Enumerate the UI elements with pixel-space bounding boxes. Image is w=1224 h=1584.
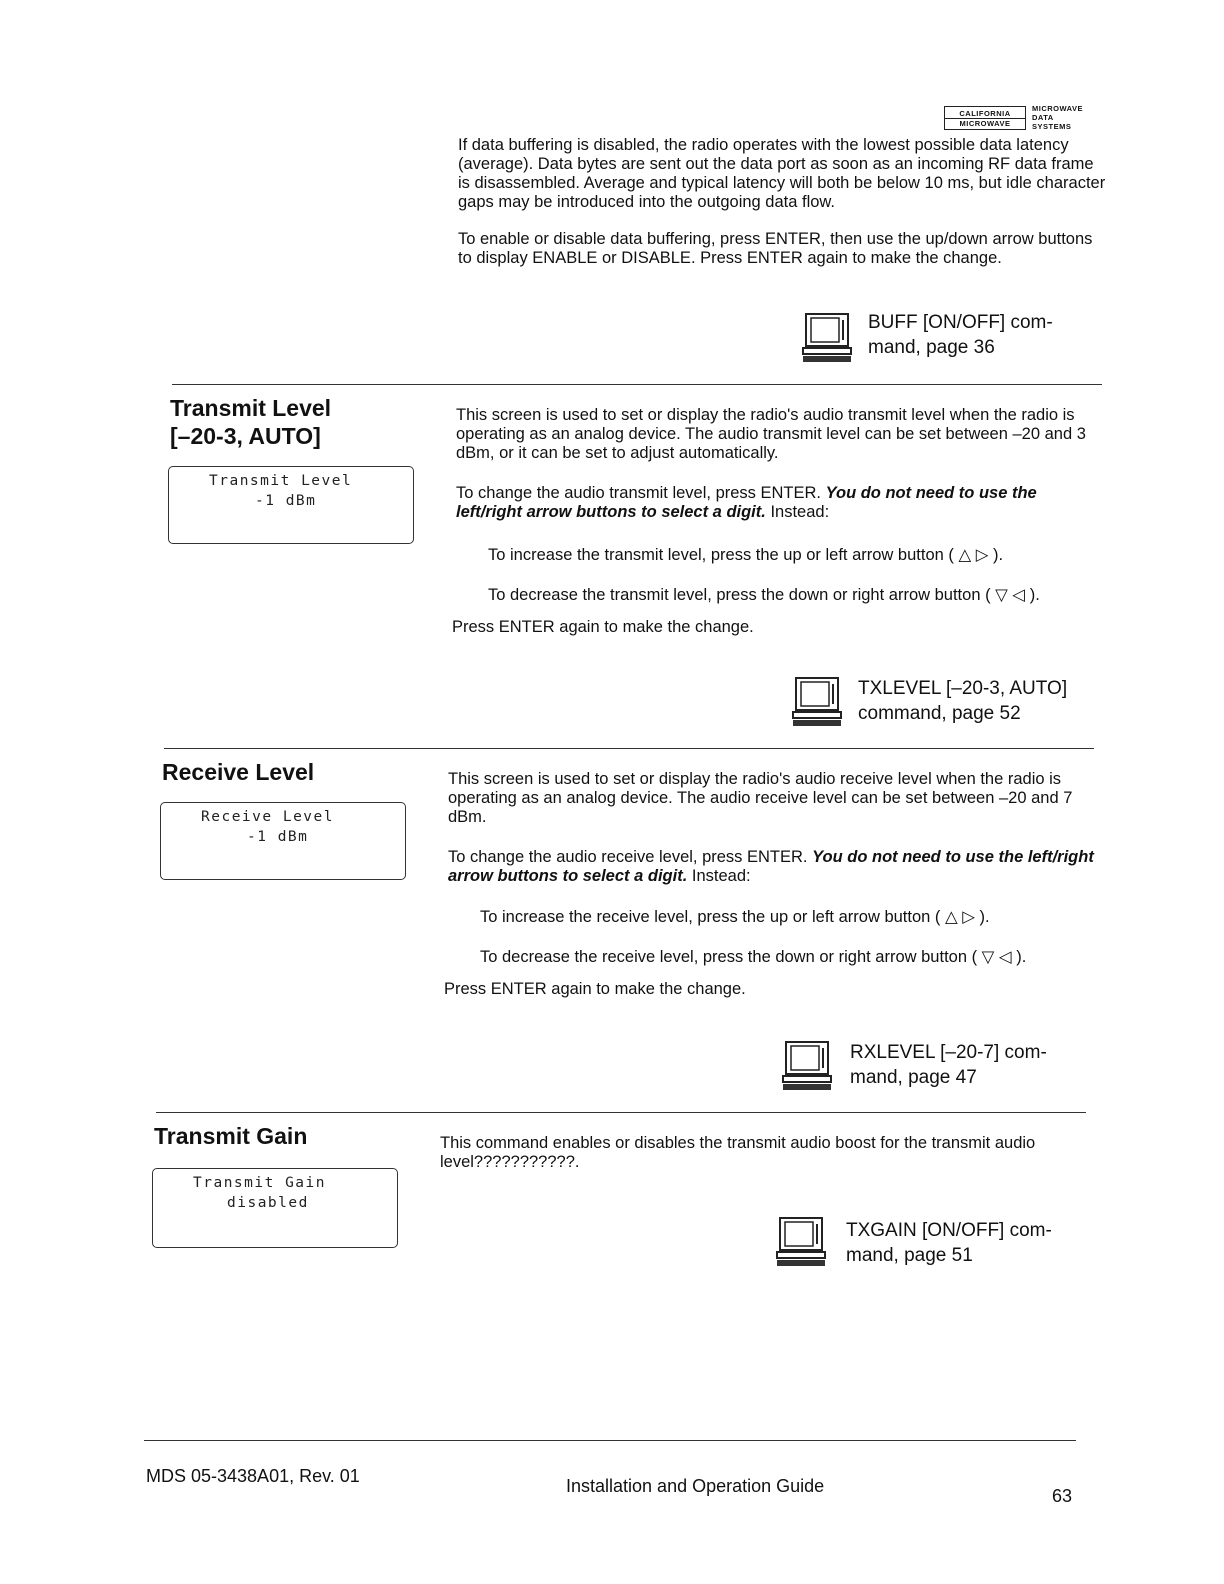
logo-box — [944, 106, 1026, 130]
transmit-level-increase-instruction: To increase the transmit level, press the up or left arrow button ( △ ▷ ). — [488, 546, 1004, 564]
receive-level-increase-instruction: To increase the receive level, press the up or left arrow button ( △ ▷ ). — [480, 908, 990, 926]
rxlevel-command-reference — [850, 1040, 1047, 1090]
receive-level-decrease-instruction: To decrease the receive level, press the down or right arrow button ( ▽ ◁ ). — [480, 948, 1027, 966]
footer-doc-number: MDS 05-3438A01, Rev. 01 — [146, 1466, 360, 1486]
logo-box-line1: CALIFORNIA — [945, 109, 1025, 119]
transmit-level-heading-line1: Transmit Level — [170, 395, 332, 421]
logo-side — [1032, 104, 1083, 131]
receive-level-paragraph-1: This screen is used to set or display the radio's audio receive level when the radio is operating as an analog device. The audio receive level can be set between –20 and 7 dBm. — [448, 770, 1073, 826]
receive-level-paragraph-2-text: To change the audio receive level, press ENTER. — [448, 848, 813, 866]
transmit-level-lcd-line1: Transmit Level — [209, 473, 353, 489]
intro-paragraph-2: To enable or disable data buffering, press ENTER, then use the up/down arrow buttons to display ENABLE or DISABLE. Press ENTER again to make the change. — [458, 230, 1093, 267]
transmit-level-decrease-instruction: To decrease the transmit level, press the down or right arrow button ( ▽ ◁ ). — [488, 586, 1040, 604]
computer-icon — [776, 1216, 826, 1268]
receive-level-lcd-line2: -1 dBm — [247, 829, 309, 845]
receive-level-paragraph-2 — [448, 848, 1094, 886]
transmit-gain-heading: Transmit Gain — [154, 1123, 308, 1149]
computer-icon — [782, 1040, 832, 1092]
receive-level-lcd — [160, 802, 406, 880]
transmit-gain-lcd-line1: Transmit Gain — [193, 1175, 326, 1191]
logo-side-line3: SYSTEMS — [1032, 122, 1072, 131]
computer-icon — [792, 676, 842, 728]
logo-side-line2: DATA — [1032, 113, 1054, 122]
section-divider — [172, 384, 1102, 385]
transmit-gain-lcd-line2: disabled — [227, 1195, 309, 1211]
rxlevel-command-line1: RXLEVEL [–20-7] com- — [850, 1042, 1047, 1063]
txlevel-command-line1: TXLEVEL [–20-3, AUTO] — [858, 678, 1068, 699]
receive-level-paragraph-2-emphasis: You do not need to use the left/right arrow buttons to select a digit. — [448, 848, 1094, 885]
transmit-level-lcd-line2: -1 dBm — [255, 493, 317, 509]
section-divider — [156, 1112, 1086, 1113]
transmit-level-paragraph-2-text: To change the audio transmit level, press ENTER. — [456, 484, 826, 502]
receive-level-paragraph-2-tail: Instead: — [687, 867, 751, 885]
txlevel-command-line2: command, page 52 — [858, 703, 1021, 724]
transmit-level-paragraph-2-tail: Instead: — [765, 503, 830, 521]
rxlevel-command-line2: mand, page 47 — [850, 1067, 977, 1088]
intro-paragraph-1: If data buffering is disabled, the radio operates with the lowest possible data latency (average). Data bytes are sent out the data port as soon as an incoming RF data frame is disassembled. Average and typical latency will both be below 10 ms, but idle character gaps may be introduced into the outgoing data flow. — [458, 136, 1106, 211]
footer-guide-title: Installation and Operation Guide — [566, 1476, 825, 1496]
transmit-level-press-enter: Press ENTER again to make the change. — [452, 618, 754, 636]
transmit-level-paragraph-1: This screen is used to set or display the radio's audio transmit level when the radio is operating as an analog device. The audio transmit level can be set between –20 and 3 dBm, or it can be set to adjust automatically. — [456, 406, 1086, 462]
txlevel-command-reference — [858, 676, 1067, 726]
computer-icon — [802, 312, 852, 364]
transmit-level-paragraph-2-emphasis: You do not need to use the left/right arrow buttons to select a digit. — [456, 484, 1037, 521]
txgain-command-line2: mand, page 51 — [846, 1245, 973, 1266]
transmit-level-heading — [170, 394, 331, 450]
receive-level-heading: Receive Level — [162, 759, 315, 785]
transmit-level-heading-line2: [–20-3, AUTO] — [170, 423, 321, 449]
txgain-command-reference — [846, 1218, 1052, 1268]
transmit-level-paragraph-2 — [456, 484, 1102, 522]
logo-box-line2: MICROWAVE — [959, 118, 1011, 128]
buff-command-line1: BUFF [ON/OFF] com- — [868, 312, 1053, 333]
buff-command-reference — [868, 310, 1053, 360]
txgain-command-line1: TXGAIN [ON/OFF] com- — [846, 1220, 1052, 1241]
footer-divider — [144, 1440, 1076, 1441]
section-divider — [164, 748, 1094, 749]
footer-page-number: 63 — [1052, 1486, 1073, 1506]
receive-level-lcd-line1: Receive Level — [201, 809, 334, 825]
logo-side-line1: MICROWAVE — [1032, 104, 1084, 113]
buff-command-line2: mand, page 36 — [868, 337, 995, 358]
transmit-gain-lcd — [152, 1168, 398, 1248]
receive-level-press-enter: Press ENTER again to make the change. — [444, 980, 746, 998]
transmit-level-lcd — [168, 466, 414, 544]
transmit-gain-paragraph-1: This command enables or disables the transmit audio boost for the transmit audio level???????????. — [440, 1134, 1036, 1171]
